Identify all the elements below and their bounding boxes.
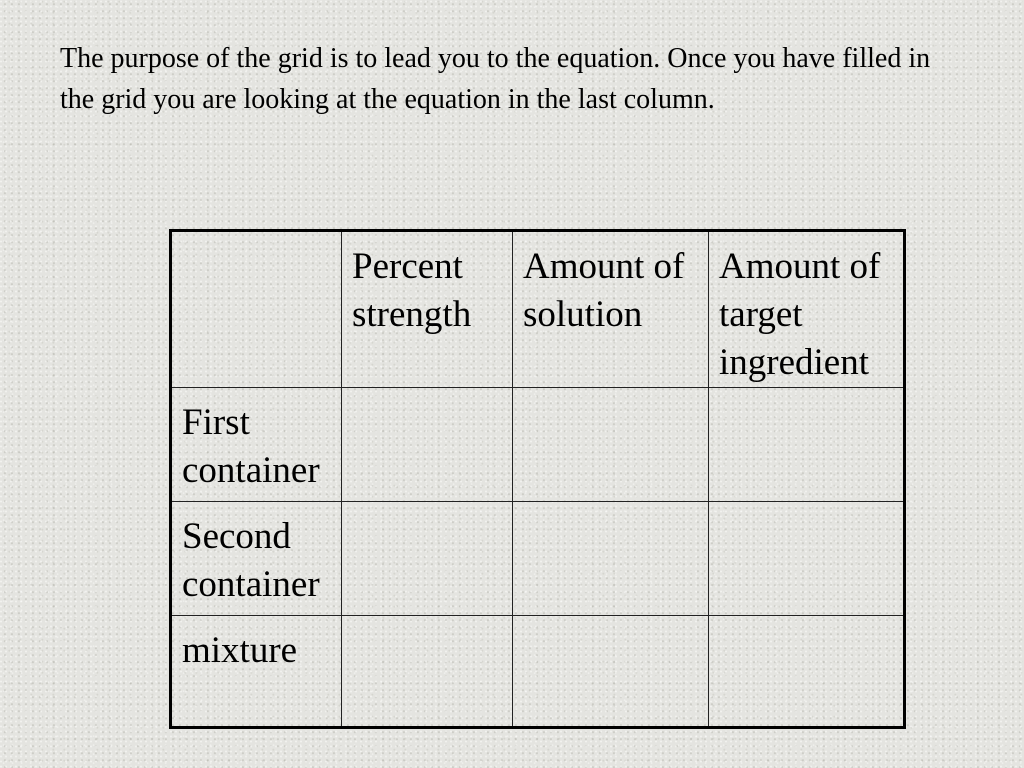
cell-mixture-percent bbox=[342, 616, 513, 728]
cell-second-amount bbox=[513, 502, 709, 616]
header-amount-of-solution: Amount of solution bbox=[513, 231, 709, 388]
table-row-second-container bbox=[171, 502, 905, 616]
table-row-mixture bbox=[171, 616, 905, 728]
cell-first-percent bbox=[342, 388, 513, 502]
cell-second-target bbox=[709, 502, 905, 616]
table-row-first-container bbox=[171, 388, 905, 502]
cell-mixture-target bbox=[709, 616, 905, 728]
cell-first-target bbox=[709, 388, 905, 502]
intro-paragraph: The purpose of the grid is to lead you to the equation. Once you have filled in the grid you are looking at the equation in the last column. bbox=[60, 43, 931, 115]
cell-second-percent bbox=[342, 502, 513, 616]
cell-first-amount bbox=[513, 388, 709, 502]
row-label-second-container: Second container bbox=[171, 502, 342, 616]
equation-grid bbox=[169, 229, 906, 729]
row-label-mixture: mixture bbox=[171, 616, 342, 728]
cell-mixture-amount bbox=[513, 616, 709, 728]
header-amount-of-target-ingredient: Amount of target ingredient bbox=[709, 231, 905, 388]
header-percent-strength: Percent strength bbox=[342, 231, 513, 388]
header-corner-cell bbox=[171, 231, 342, 388]
row-label-first-container: First container bbox=[171, 388, 342, 502]
header-row bbox=[171, 231, 905, 388]
